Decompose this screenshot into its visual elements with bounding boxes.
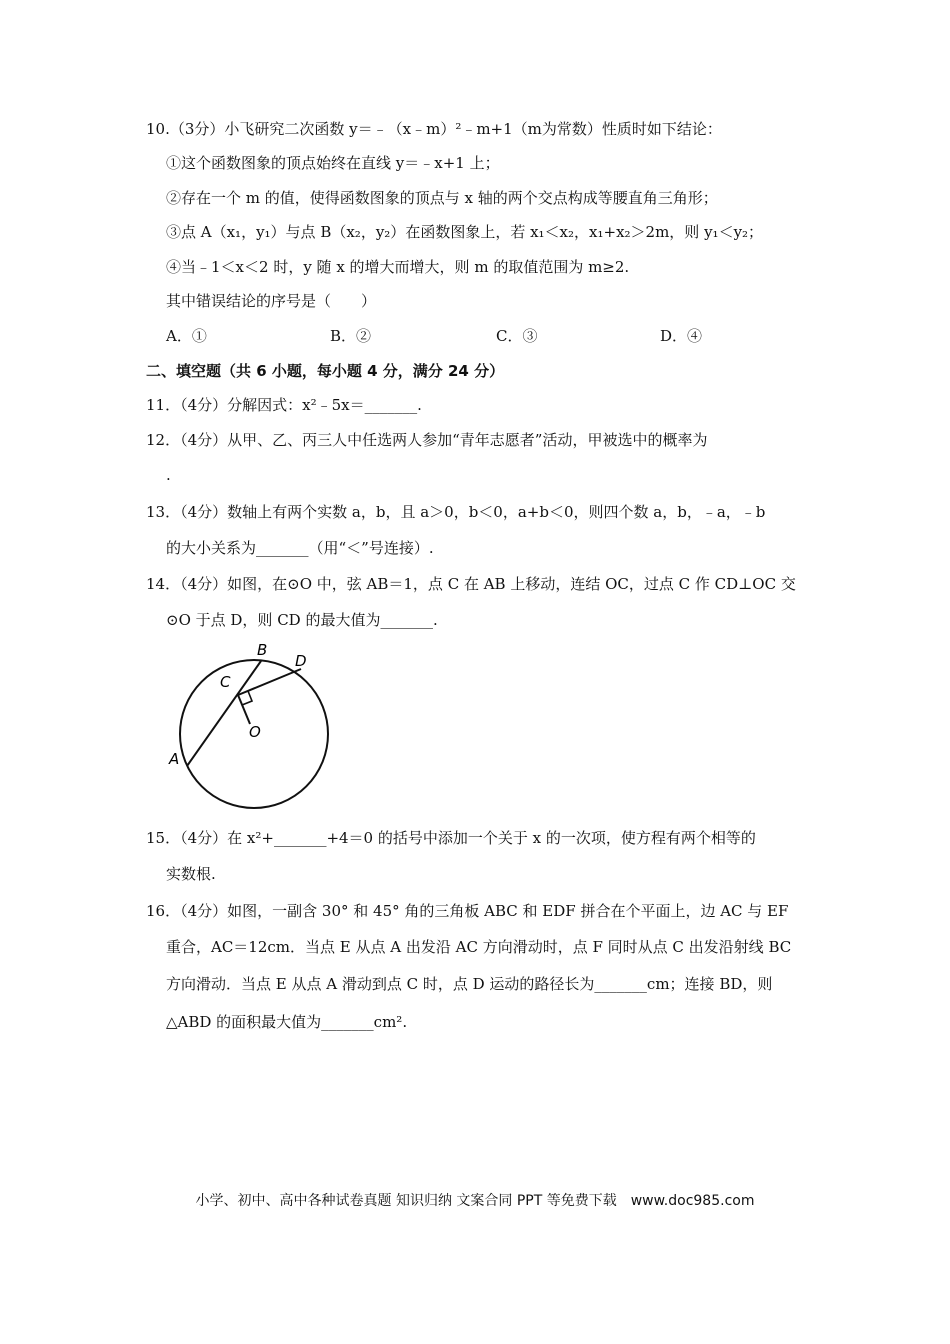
q10-statement-4: ④当﹣1＜x＜2 时，y 随 x 的增大而增大，则 m 的取值范围为 m≥2. bbox=[166, 258, 630, 276]
circle-figure bbox=[160, 640, 340, 815]
label-d: D bbox=[295, 652, 307, 670]
q16-line-1: 16．（4分）如图，一副含 30° 和 45° 角的三角板 ABC 和 EDF 拼合在个平面上，边 AC 与 EF bbox=[146, 902, 789, 920]
q10-statement-2: ②存在一个 m 的值，使得函数图象的顶点与 x 轴的两个交点构成等腰直角三角形； bbox=[166, 189, 718, 207]
q15-line-1: 15．（4分）在 x²+_______+4＝0 的括号中添加一个关于 x 的一次项，使方程有两个相等的 bbox=[146, 829, 756, 847]
q10-statement-3: ③点 A（x₁，y₁）与点 B（x₂，y₂）在函数图象上，若 x₁＜x₂，x₁+x₂＞2m，则 y₁＜y₂； bbox=[166, 223, 764, 241]
q16-line-2: 重合，AC＝12cm．当点 E 从点 A 出发沿 AC 方向滑动时，点 F 同时从点 C 出发沿射线 BC bbox=[166, 938, 792, 956]
q14-line-1: 14．（4分）如图，在⊙O 中，弦 AB＝1，点 C 在 AB 上移动，连结 OC，过点 C 作 CD⊥OC 交 bbox=[146, 575, 796, 593]
q12-line-2: . bbox=[166, 466, 171, 484]
q15-line-2: 实数根. bbox=[166, 865, 216, 883]
q10-question: 其中错误结论的序号是（ ） bbox=[166, 292, 377, 310]
q10-statement-1: ①这个函数图象的顶点始终在直线 y＝﹣x+1 上； bbox=[166, 154, 500, 172]
label-c: C bbox=[220, 673, 231, 691]
footer-text: 小学、初中、高中各种试卷真题 知识归纳 文案合同 PPT 等免费下载 www.doc985.com bbox=[195, 1193, 755, 1209]
q13-line-1: 13．（4分）数轴上有两个实数 a，b，且 a＞0，b＜0，a+b＜0，则四个数 a，b，﹣a，﹣b bbox=[146, 503, 766, 521]
segment-cd bbox=[238, 669, 301, 695]
q10-option-d: D．④ bbox=[660, 327, 703, 345]
q11: 11．（4分）分解因式：x²﹣5x＝_______. bbox=[146, 396, 422, 414]
label-a: A bbox=[169, 750, 180, 768]
label-o: O bbox=[249, 723, 261, 741]
q10-stem: 10.（3分）小飞研究二次函数 y＝﹣（x﹣m）²﹣m+1（m为常数）性质时如下结论： bbox=[146, 120, 722, 138]
q10-option-b: B．② bbox=[330, 327, 372, 345]
q10-option-c: C．③ bbox=[496, 327, 538, 345]
q14-line-2: ⊙O 于点 D，则 CD 的最大值为_______. bbox=[166, 611, 438, 629]
q12-line-1: 12．（4分）从甲、乙、丙三人中任选两人参加“青年志愿者”活动，甲被选中的概率为 bbox=[146, 431, 708, 449]
q16-line-4: △ABD 的面积最大值为_______cm². bbox=[166, 1013, 408, 1031]
segment-oc bbox=[238, 695, 250, 724]
q10-option-a: A．① bbox=[166, 327, 207, 345]
label-b: B bbox=[257, 641, 268, 659]
q16-line-3: 方向滑动．当点 E 从点 A 滑动到点 C 时，点 D 运动的路径长为_______cm；连接 BD，则 bbox=[166, 975, 773, 993]
q13-line-2: 的大小关系为_______（用“＜”号连接）. bbox=[166, 539, 434, 557]
section-heading: 二、填空题（共 6 小题，每小题 4 分，满分 24 分） bbox=[146, 362, 505, 380]
